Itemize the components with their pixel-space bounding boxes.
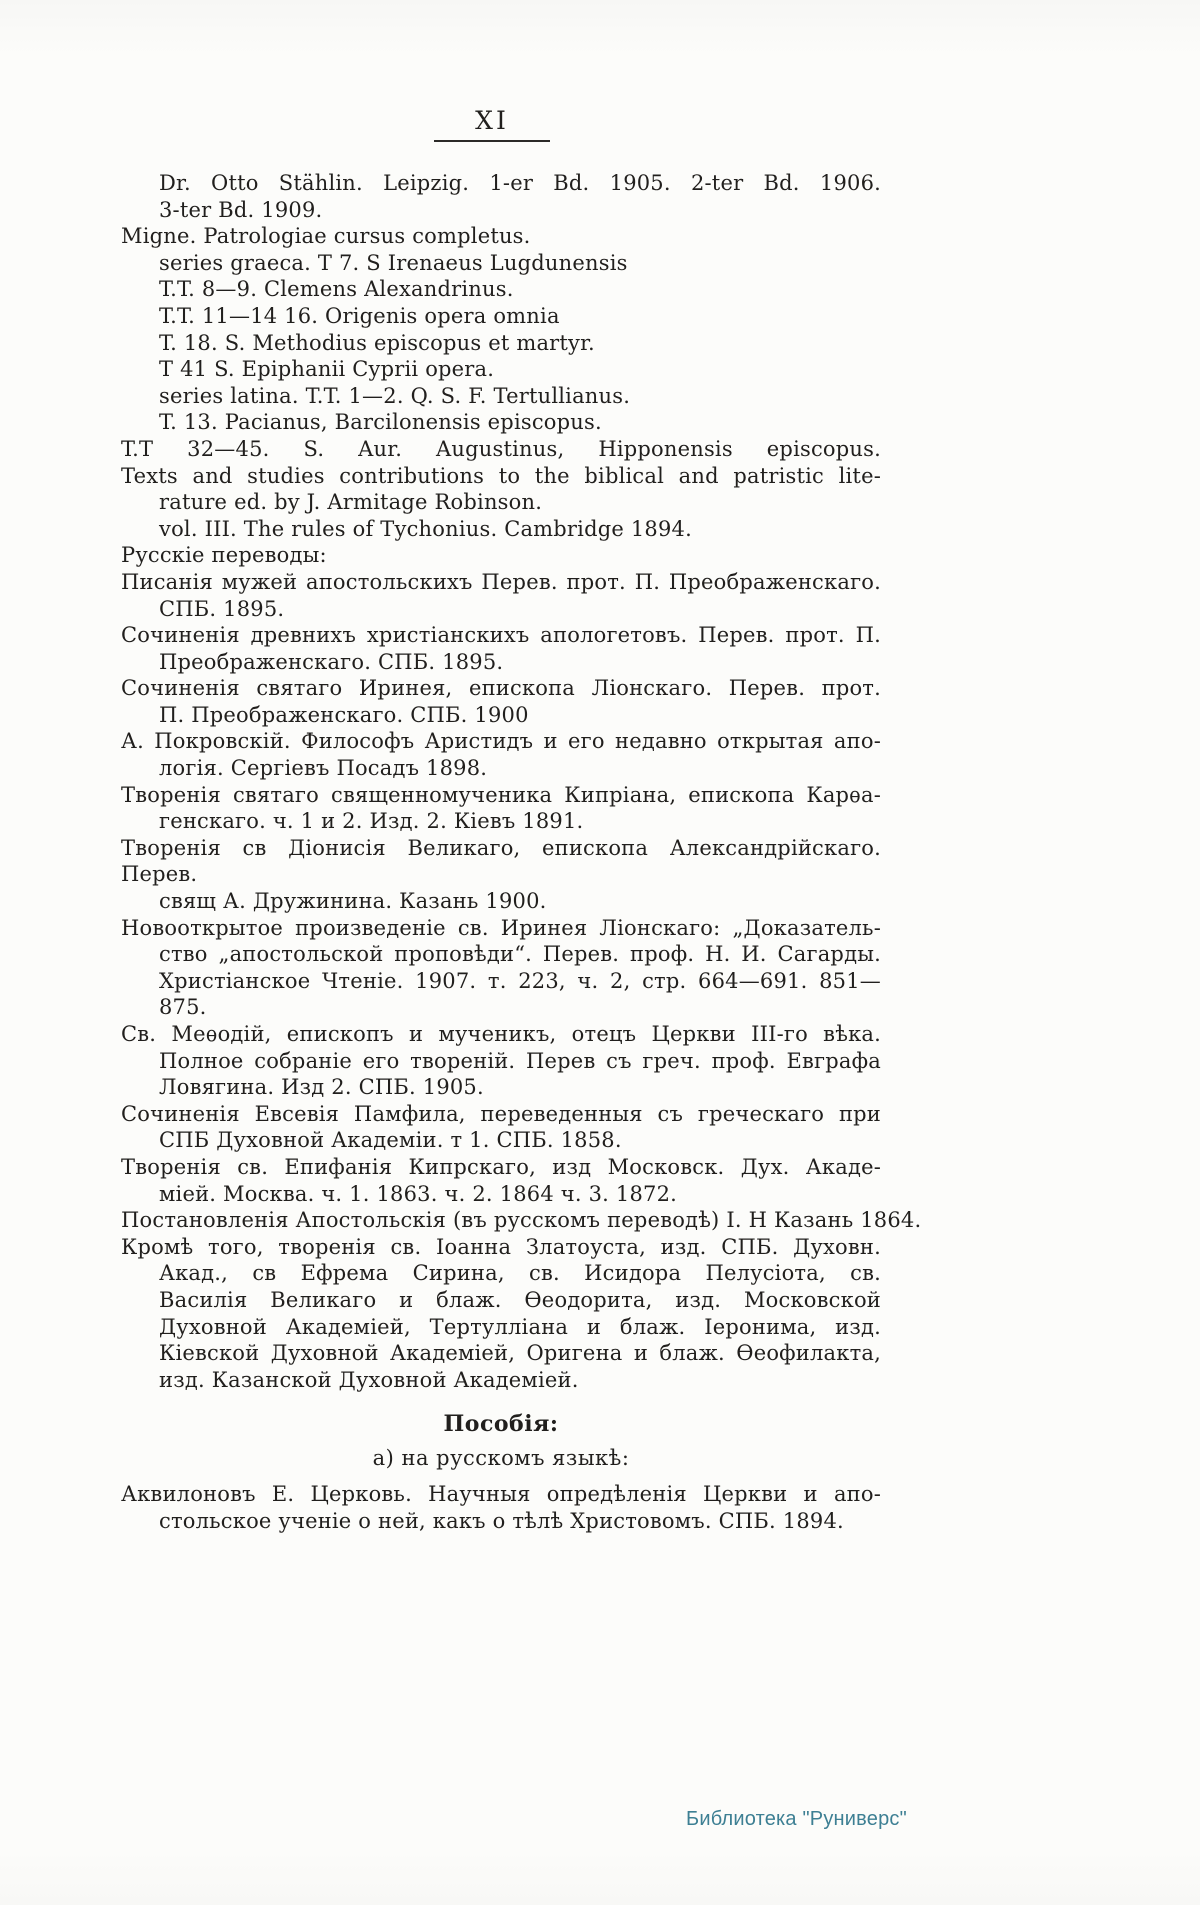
text-line: Migne. Patrologiae cursus completus. (121, 224, 531, 249)
text-line: Сочиненія Евсевія Памфила, переведенныя съ греческаго при (121, 1101, 881, 1126)
text-line: генскаго. ч. 1 и 2. Изд. 2. Кіевъ 1891. (159, 809, 584, 834)
text-line: Преображенскаго. СПБ. 1895. (159, 649, 504, 674)
text-line: Творенія святаго священномученика Кипріана, епископа Карѳа- (121, 782, 881, 807)
text-line: Русскіе переводы: (121, 543, 327, 568)
text-line: Сочиненія древнихъ христіанскихъ апологетовъ. Перев. прот. П. (121, 623, 881, 648)
text-line: Полное собраніе его твореній. Перев съ греч. проф. Евграфа (159, 1048, 881, 1073)
text-line: Ловягина. Изд 2. СПБ. 1905. (159, 1075, 484, 1100)
page-number: XI (434, 106, 550, 142)
text-line: series latina. T.T. 1—2. Q. S. F. Tertullianus. (159, 383, 631, 408)
text-line: Василія Великаго и блаж. Ѳеодорита, изд. Московской (159, 1287, 881, 1312)
text-line: Кромѣ того, творенія св. Іоанна Златоуста, изд. СПБ. Духовн. (121, 1234, 881, 1259)
library-watermark: Библиотека "Руниверс" (686, 1808, 907, 1830)
text-line: Творенія св. Епифанія Кипрскаго, изд Московск. Дух. Акаде- (121, 1154, 881, 1179)
text-line: Св. Меѳодій, епископъ и мученикъ, отецъ Церкви III-го вѣка. (121, 1022, 881, 1046)
text-line: Кіевской Духовной Академіей, Оригена и блаж. Ѳеофилакта, (159, 1341, 881, 1366)
text-line: А. Покровскій. Философъ Аристидъ и его недавно открытая апо- (121, 729, 881, 754)
text-line: Писанія мужей апостольскихъ Перев. прот. П. Преображенскаго. (121, 569, 881, 594)
text-line: T.T 32—45. S. Aur. Augustinus, Hipponensis episcopus. (121, 436, 881, 461)
text-line: Texts and studies contributions to the biblical and patristic lite- (121, 463, 881, 488)
text-line: rature ed. by J. Armitage Robinson. (159, 490, 543, 515)
text-line: свящ А. Дружинина. Казань 1900. (159, 889, 547, 914)
text-line: Духовной Академіей, Тертулліана и блаж. Іеронима, изд. (159, 1314, 881, 1339)
text-line: Сочиненія святаго Иринея, епископа Ліонскаго. Перев. прот. (121, 676, 881, 701)
text-line: vol. III. The rules of Tychonius. Cambridge 1894. (159, 516, 692, 541)
section-subheading: а) на русскомъ языкѣ: (372, 1446, 630, 1471)
text-line: T.T. 8—9. Clemens Alexandrinus. (159, 277, 514, 302)
text-line: ство „апостольской проповѣди“. Перев. проф. Н. И. Сагарды. (159, 942, 881, 967)
text-line: Аквилоновъ Е. Церковь. Научныя опредѣленія Церкви и апо- (121, 1482, 881, 1507)
text-line: стольское ученіе о ней, какъ о тѣлѣ Христовомъ. СПБ. 1894. (159, 1508, 844, 1533)
text-line: Творенія св Діонисія Великаго, епископа Александрійскаго. Перев. (121, 835, 881, 887)
text-line: T. 13. Pacianus, Barcilonensis episcopus. (159, 410, 602, 435)
text-line: T 41 S. Epiphanii Cyprii opera. (159, 357, 495, 382)
text-line: 3-ter Bd. 1909. (159, 197, 323, 222)
text-line: series graeca. T 7. S Irenaeus Lugdunensis (159, 250, 628, 275)
text-line: СПБ Духовной Академіи. т 1. СПБ. 1858. (159, 1128, 622, 1153)
text-line: Новооткрытое произведеніе св. Иринея Ліонскаго: „Доказатель- (121, 915, 881, 940)
text-line: Христіанское Чтеніе. 1907. т. 223, ч. 2, стр. 664—691. 851—875. (159, 968, 881, 1020)
section-heading: Пособія: (443, 1411, 559, 1438)
text-line: СПБ. 1895. (159, 596, 285, 621)
text-line: міей. Москва. ч. 1. 1863. ч. 2. 1864 ч. 3. 1872. (159, 1181, 678, 1206)
text-line: Постановленія Апостольскія (въ русскомъ переводѣ) I. Н Казань 1864. (121, 1208, 922, 1233)
text-line: T. 18. S. Methodius episcopus et martyr. (159, 330, 595, 355)
text-line: Dr. Otto Stählin. Leipzig. 1-er Bd. 1905. 2-ter Bd. 1906. (159, 171, 881, 195)
text-line: Акад., св Ефрема Сирина, св. Исидора Пелусіота, св. (159, 1261, 881, 1286)
bibliography-text (121, 170, 922, 1535)
text-line: П. Преображенскаго. СПБ. 1900 (159, 702, 529, 727)
text-line: изд. Казанской Духовной Академіей. (159, 1367, 579, 1392)
text-line: T.T. 11—14 16. Origenis opera omnia (159, 303, 560, 328)
text-line: логія. Сергіевъ Посадъ 1898. (159, 756, 488, 781)
